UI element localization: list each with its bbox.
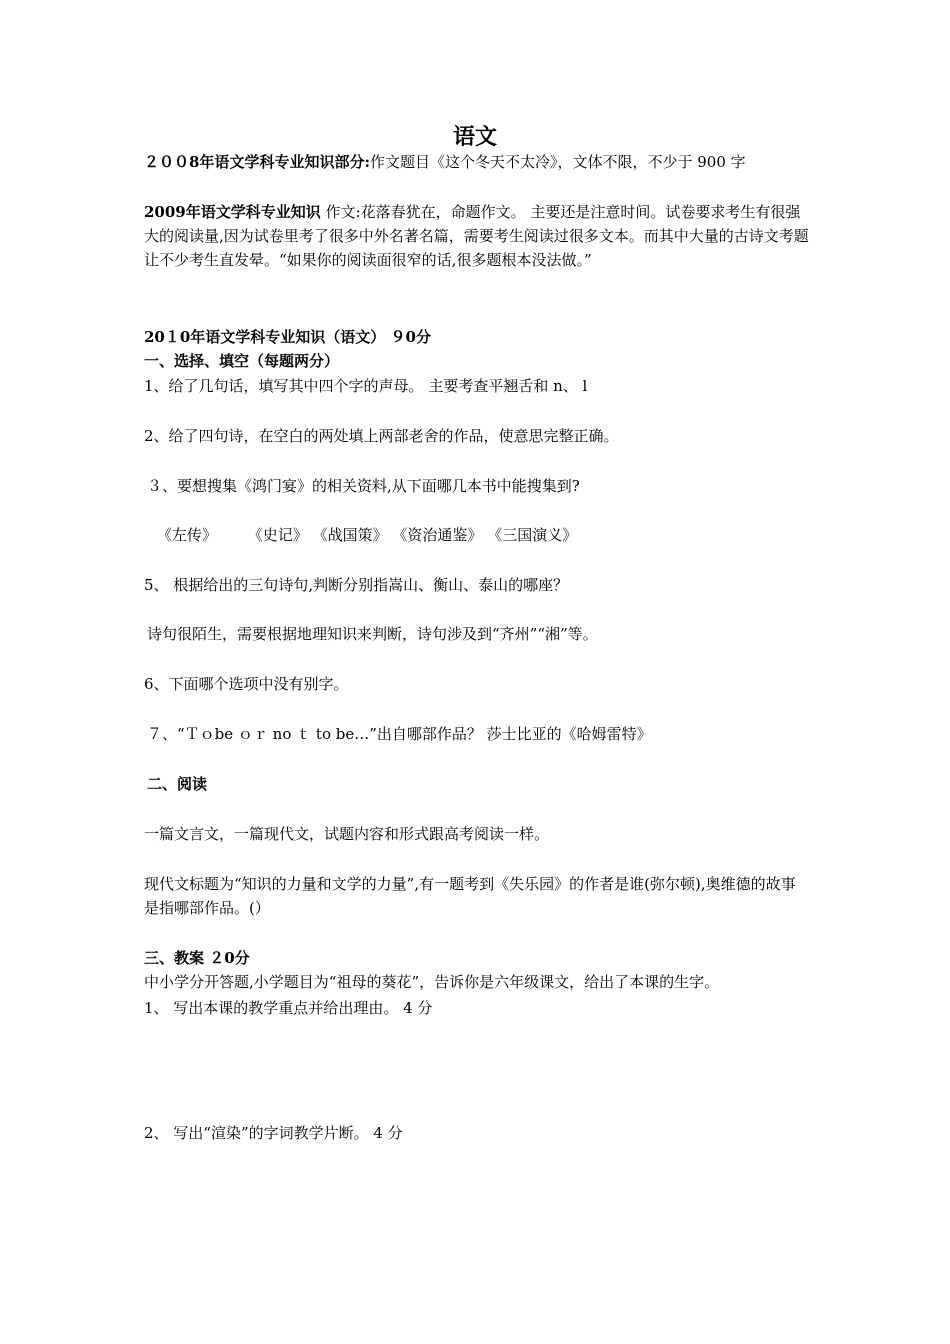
question-2: 2、给了四句诗，在空白的两处填上两部老舍的作品，使意思完整正确。	[144, 427, 619, 445]
question-5-note: 诗句很陌生，需要根据地理知识来判断，诗句涉及到“齐州”“湘”等。	[147, 625, 598, 643]
option-zhanguoce: 《战国策》	[312, 526, 388, 544]
question-3: ３、要想搜集《鸿门宴》的相关资料,从下面哪几本书中能搜集到?	[147, 477, 580, 495]
section-2008-heading: ２００8年语文学科专业知识部分:	[144, 153, 370, 171]
reading-description: 一篇文言文，一篇现代文，试题内容和形式跟高考阅读一样。	[144, 825, 550, 843]
option-zuozhuan: 《左传》	[157, 526, 218, 544]
part-1-heading: 一、选择、填空（每题两分）	[144, 352, 340, 370]
question-6: 6、下面哪个选项中没有别字。	[144, 675, 349, 693]
lesson-question-2: 2、 写出“渲染”的字词教学片断。 4 分	[144, 1124, 403, 1142]
question-3-options	[157, 523, 827, 547]
option-zizhitongjian: 《资治通鉴》	[392, 526, 483, 544]
section-2010-heading: 20１0年语文学科专业知识（语文） ９0分	[144, 328, 431, 346]
option-sanguoyanyi: 《三国演义》	[487, 526, 578, 544]
section-2009-heading: 2009年语文学科专业知识	[144, 203, 321, 221]
option-shiji: 《史记》	[247, 526, 308, 544]
lesson-question-1: 1、 写出本课的教学重点并给出理由。 4 分	[144, 999, 433, 1017]
section-2008-text: 作文题目《这个冬天不太冷》，文体不限，不少于 900 字	[369, 153, 746, 171]
section-2009	[144, 200, 809, 272]
section-2009-text: 作文:花落春犹在，命题作文。 主要还是注意时间。试卷要求考生有很强大的阅读量,因为试卷里考了很多中外名著名篇，需要考生阅读过很多文本。而其中大量的古诗文考题让不少考生直发晕。“如果你的阅读面很窄的话,很多题根本没法做。”	[144, 203, 809, 269]
document-title: 语文	[452, 124, 497, 150]
reading-modern-text: 现代文标题为“知识的力量和文学的力量”,有一题考到《失乐园》的作者是谁(弥尔顿),奥维德的故事是指哪部作品。(）	[144, 875, 796, 917]
question-7: ７、“Ｔｏbe ｏｒ no ｔ to be…”出自哪部作品？ 莎士比亚的《哈姆雷特》	[147, 725, 652, 743]
part-2-heading: 二、阅读	[147, 775, 208, 793]
part-3-heading: 三、教案 ２0分	[144, 949, 250, 967]
question-1: 1、给了几句话，填写其中四个字的声母。 主要考查平翘舌和 n、 l	[144, 377, 588, 395]
section-2008	[144, 150, 809, 174]
lesson-intro: 中小学分开答题,小学题目为“祖母的葵花”，告诉你是六年级课文，给出了本课的生字。	[144, 973, 720, 991]
question-5: 5、 根据给出的三句诗句,判断分别指嵩山、衡山、泰山的哪座？	[144, 576, 569, 594]
